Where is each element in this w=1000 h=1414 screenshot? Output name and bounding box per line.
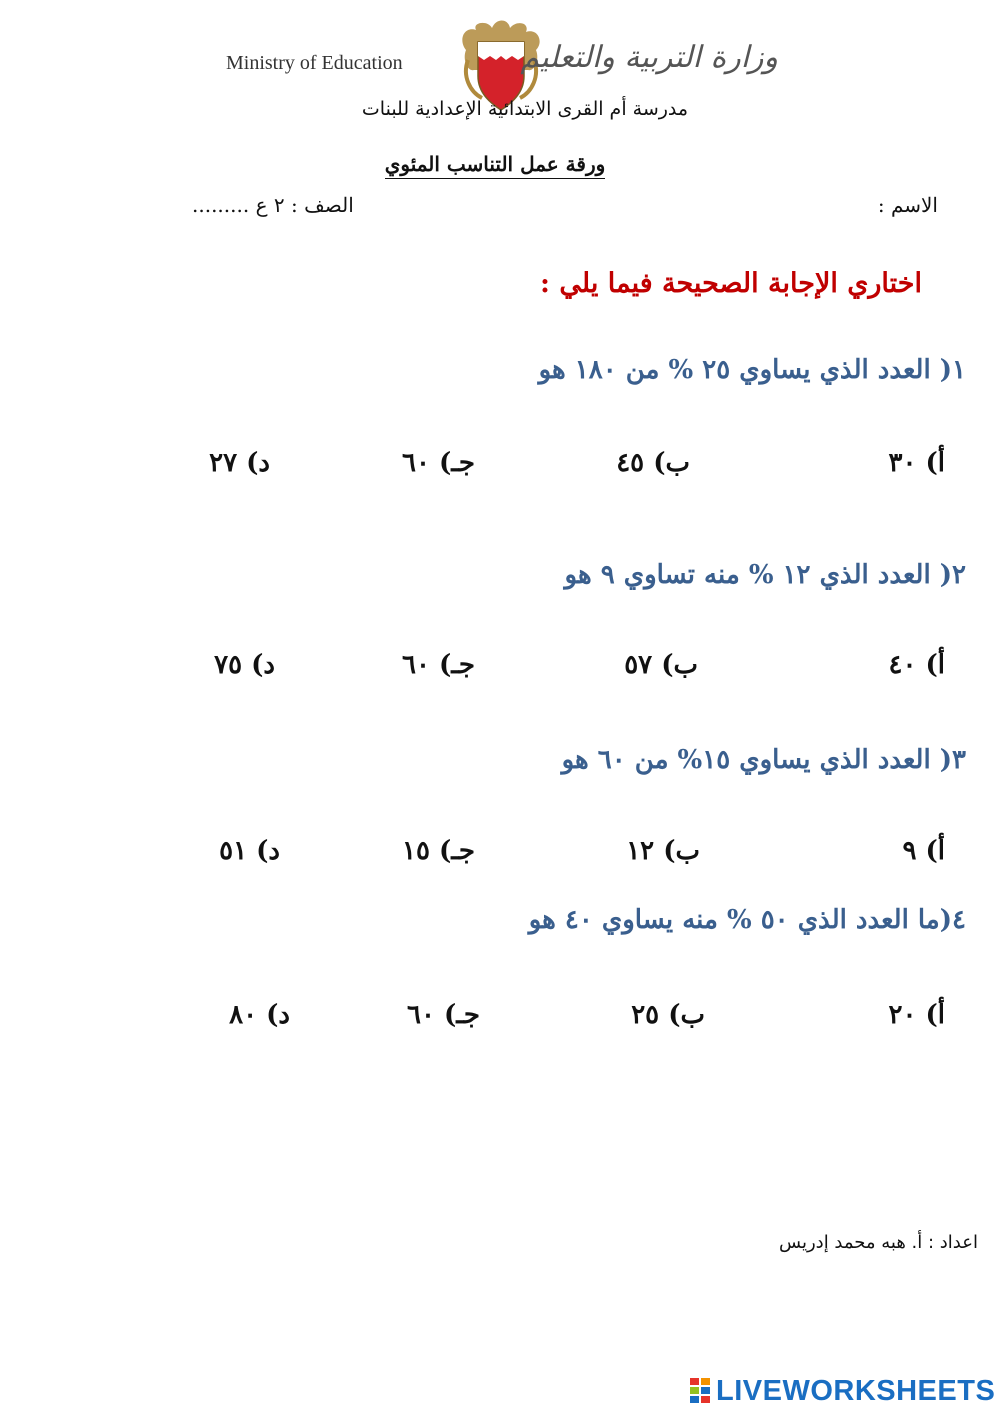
ministry-name-english: Ministry of Education [226,52,403,74]
question-4-option-a[interactable]: أ) ٢٠ [888,1000,945,1030]
liveworksheets-icon [690,1378,712,1404]
question-3-option-c[interactable]: جـ) ١٥ [402,836,475,866]
worksheet-title [300,152,690,176]
question-3-option-a[interactable]: أ) ٩ [902,836,945,866]
question-2-text: ٢( العدد الذي ١٢ % منه تساوي ٩ هو [564,560,966,590]
school-name: مدرسة أم القرى الابتدائية الإعدادية للبنات [361,98,689,120]
question-3-options [0,836,1000,876]
question-2-option-a[interactable]: أ) ٤٠ [888,650,945,680]
question-2-options [0,650,1000,690]
liveworksheets-logo[interactable] [690,1374,995,1408]
question-4-option-d[interactable]: د) ٨٠ [229,1000,290,1030]
author-credit: اعداد : أ. هبه محمد إدريس [779,1232,978,1253]
student-name-label: الاسم : [877,193,938,217]
question-2-option-b[interactable]: ب) ٥٧ [624,650,698,680]
question-2-option-c[interactable]: جـ) ٦٠ [402,650,475,680]
instruction-text: اختاري الإجابة الصحيحة فيما يلي : [540,268,922,299]
question-1-option-b[interactable]: ب) ٤٥ [616,448,690,478]
question-4-text: ٤(ما العدد الذي ٥٠ % منه يساوي ٤٠ هو [528,905,966,935]
question-2-option-d[interactable]: د) ٧٥ [214,650,275,680]
question-4-options [0,1000,1000,1040]
ministry-name-arabic: وزارة التربية والتعليم [520,40,778,75]
question-1-option-a[interactable]: أ) ٣٠ [888,448,945,478]
question-3-option-b[interactable]: ب) ١٢ [626,836,700,866]
question-3-option-d[interactable]: د) ٥١ [219,836,280,866]
question-4-option-c[interactable]: جـ) ٦٠ [407,1000,480,1030]
grade-label: الصف : ٢ ع ......... [192,193,354,217]
question-3-text: ٣( العدد الذي يساوي ١٥% من ٦٠ هو [561,745,966,775]
question-1-options [0,448,1000,488]
question-4-option-b[interactable]: ب) ٢٥ [631,1000,705,1030]
question-1-option-d[interactable]: د) ٢٧ [209,448,270,478]
question-1-option-c[interactable]: جـ) ٦٠ [402,448,475,478]
worksheet-title-text: ورقة عمل التناسب المئوي [385,152,606,179]
question-1-text: ١( العدد الذي يساوي ٢٥ % من ١٨٠ هو [538,355,966,385]
liveworksheets-brand-text: LIVEWORKSHEETS [716,1374,996,1407]
